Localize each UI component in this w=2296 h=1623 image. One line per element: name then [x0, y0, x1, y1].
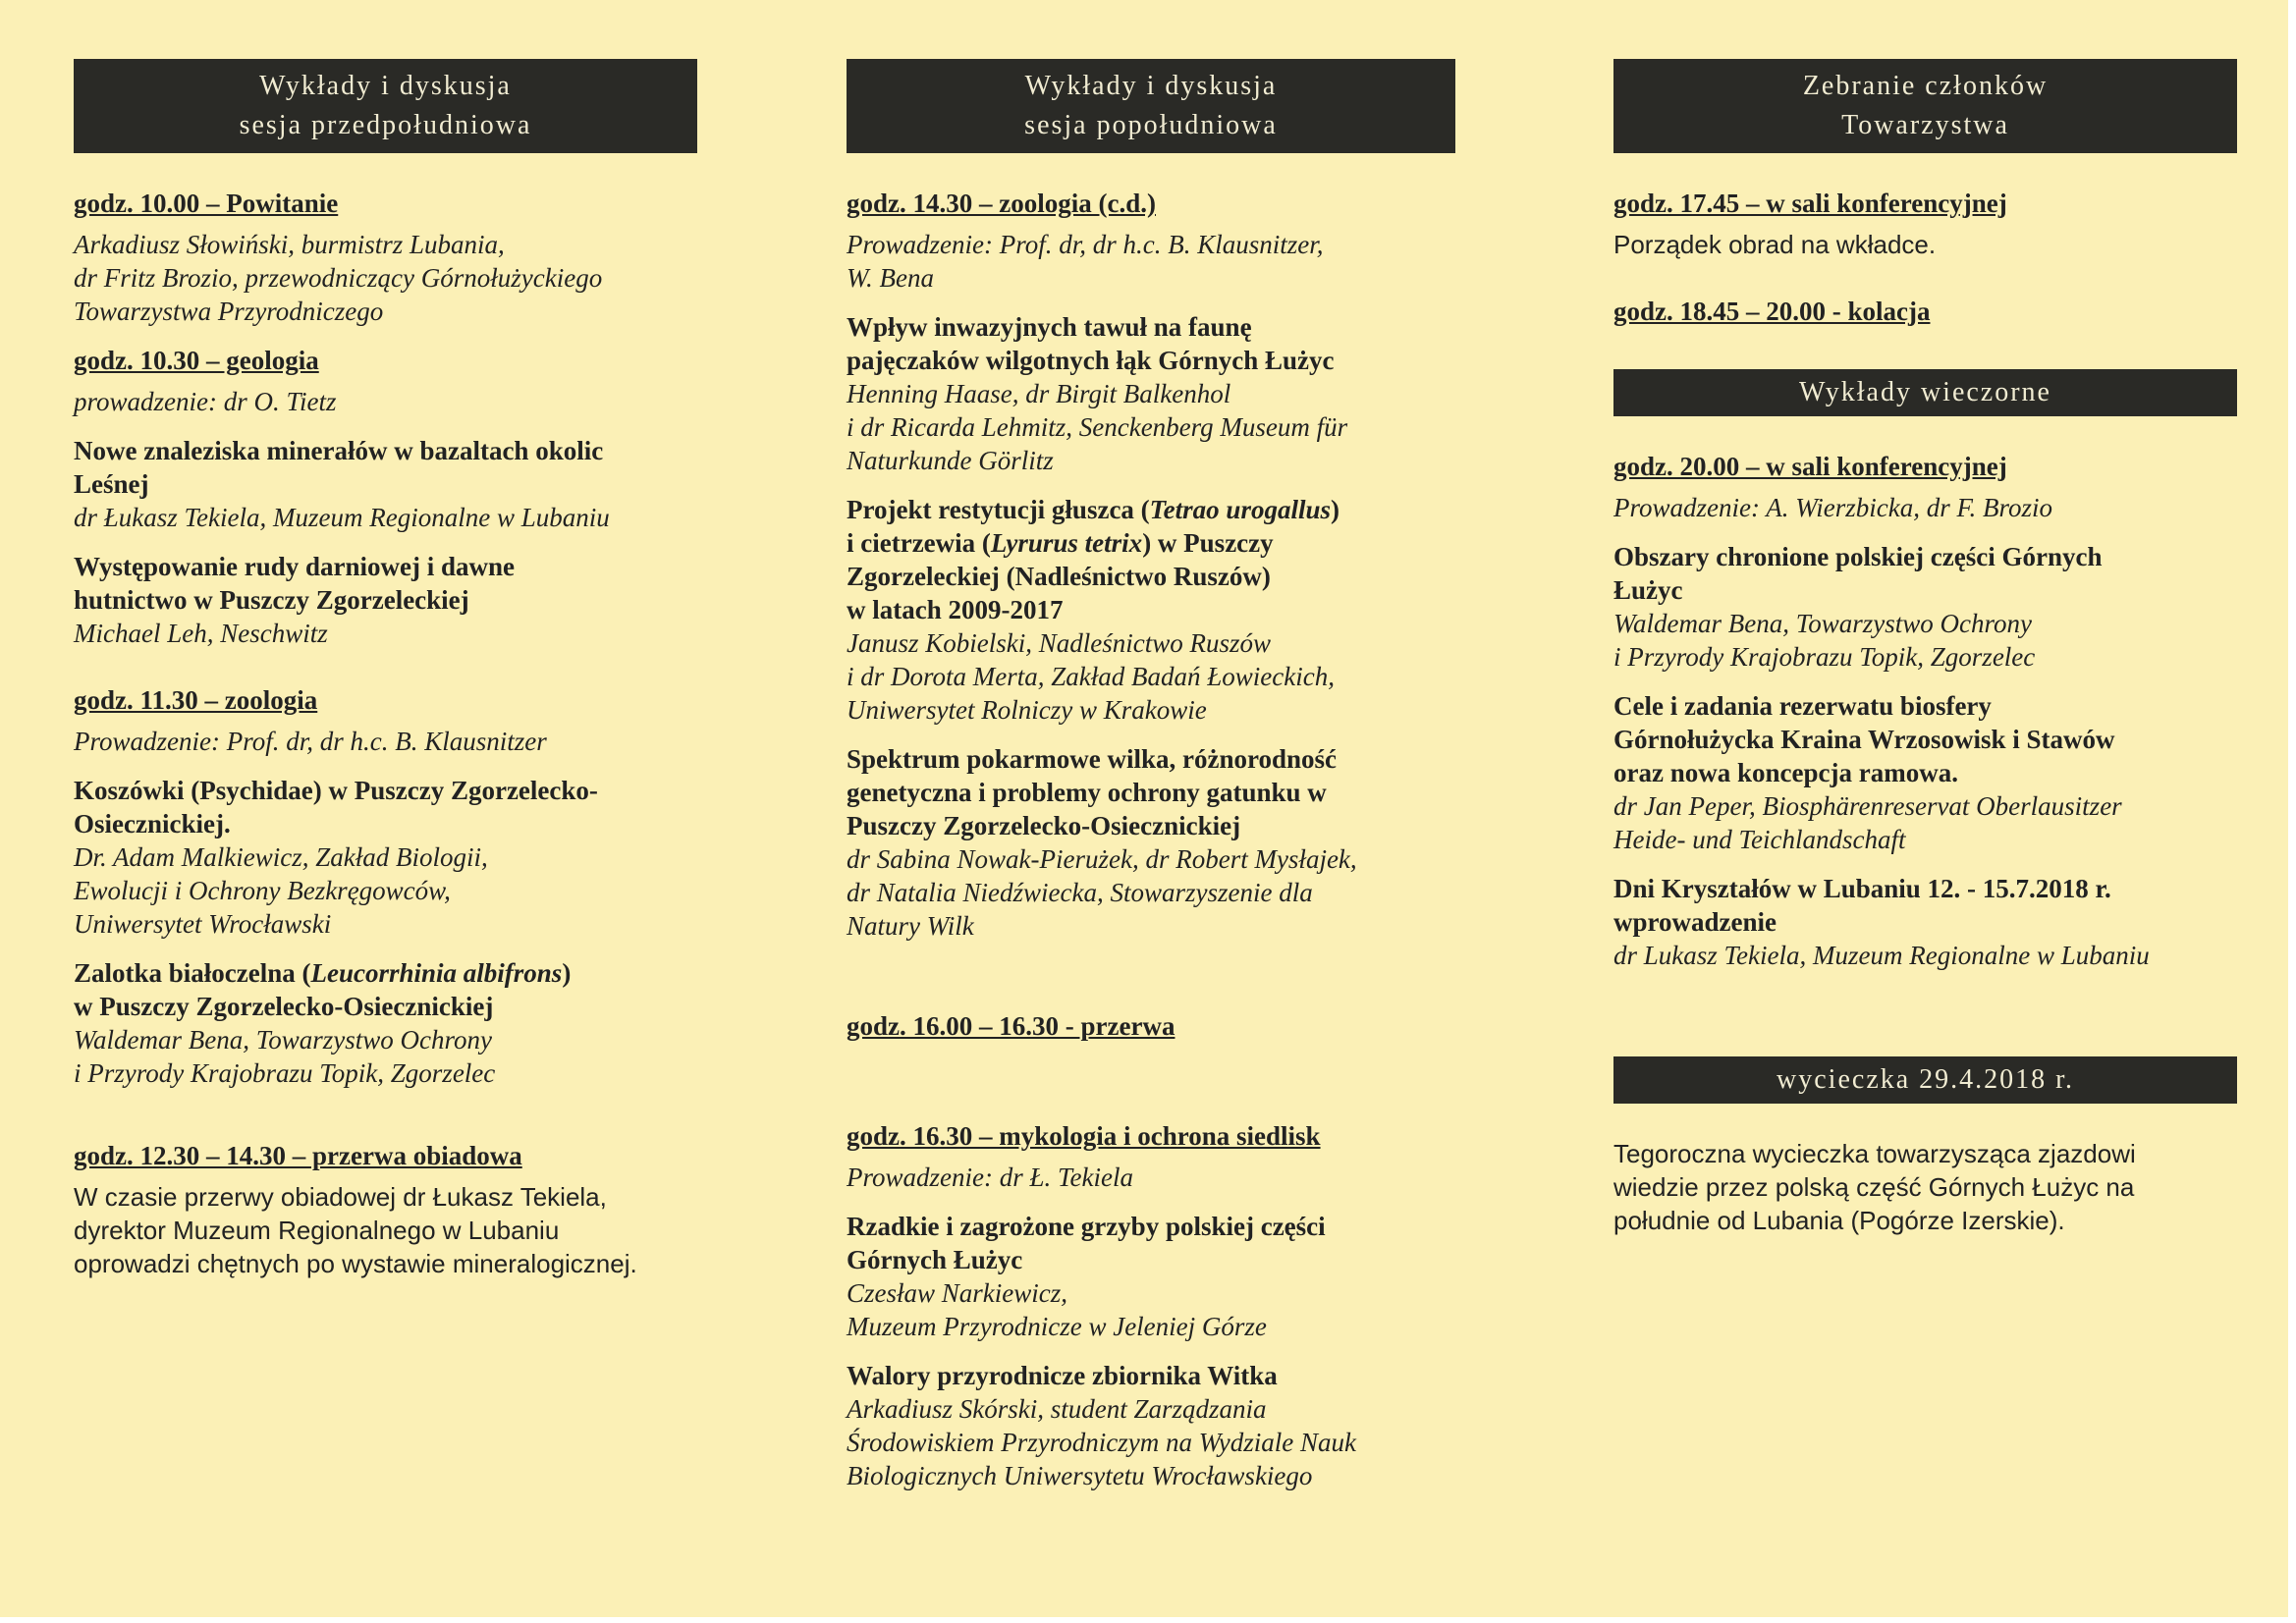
paper-edge-bottom: [0, 1617, 2296, 1623]
members-meeting-header: [1613, 59, 2237, 153]
evening-lectures-header: Wykłady wieczorne: [1613, 369, 2237, 416]
text-line: i dr Dorota Merta, Zakład Badań Łowieckich,: [847, 662, 1335, 691]
chair-line: Prowadzenie: dr Ł. Tekiela: [847, 1163, 1133, 1192]
morning-session-header: [74, 59, 697, 153]
text-line: pajęczaków wilgotnych łąk Górnych Łużyc: [847, 346, 1335, 375]
text-line: Heide- und Teichlandschaft: [1613, 825, 1906, 854]
text-part: Projekt restytucji głuszca (: [847, 495, 1150, 524]
text-part: Zalotka białoczelna (: [74, 958, 311, 988]
text-line: [74, 956, 697, 990]
species-name: Lyrurus tetrix: [990, 528, 1143, 558]
talk-author: [847, 626, 1475, 727]
header-line: sesja popołudniowa: [1024, 110, 1278, 140]
talk-title: [74, 956, 697, 1023]
header-line: Towarzystwa: [1841, 110, 2009, 140]
text-line: Prowadzenie: Prof. dr, dr h.c. B. Klausnitzer,: [847, 230, 1324, 259]
text-line: Puszczy Zgorzelecko-Osiecznickiej: [847, 811, 1241, 840]
text-line: dr Fritz Brozio, przewodniczący Górnołużyckiego: [74, 263, 603, 293]
text-line: Arkadiusz Słowiński, burmistrz Lubania,: [74, 230, 505, 259]
time-slot-heading: godz. 16.00 – 16.30 - przerwa: [847, 1011, 1175, 1041]
time-slot-heading: godz. 20.00 – w sali konferencyjnej: [1613, 452, 2007, 481]
time-slot-heading: godz. 18.45 – 20.00 - kolacja: [1613, 297, 1931, 326]
chair-line: [847, 228, 1475, 295]
time-slot-heading: godz. 17.45 – w sali konferencyjnej: [1613, 189, 2007, 218]
talk-title: [847, 742, 1475, 842]
welcome-speakers: [74, 228, 697, 328]
text-line: Waldemar Bena, Towarzystwo Ochrony: [74, 1025, 493, 1055]
text-line: i Przyrody Krajobrazu Topik, Zgorzelec: [1613, 642, 2036, 672]
talk-author: [1613, 607, 2237, 674]
header-line: Wykłady i dyskusja: [259, 71, 512, 101]
time-slot-heading: godz. 16.30 – mykologia i ochrona siedlisk: [847, 1121, 1321, 1151]
talk-item: [847, 310, 1475, 477]
time-slot-heading: godz. 12.30 – 14.30 – przerwa obiadowa: [74, 1141, 522, 1170]
text-line: Górnołużycka Kraina Wrzosowisk i Stawów: [1613, 725, 2115, 754]
text-line: Natury Wilk: [847, 911, 974, 941]
text-line: genetyczna i problemy ochrony gatunku w: [847, 778, 1327, 807]
talk-author: [847, 1276, 1475, 1343]
text-line: oprowadzi chętnych po wystawie mineralogicznej.: [74, 1249, 637, 1278]
text-line: Rzadkie i zagrożone grzyby polskiej części: [847, 1212, 1326, 1241]
talk-item: [847, 1210, 1475, 1343]
text-line: dr Natalia Niedźwiecka, Stowarzyszenie dla: [847, 878, 1313, 907]
talk-title: [74, 774, 697, 840]
talk-item: [74, 550, 697, 650]
talk-title: [847, 1210, 1475, 1276]
header-line: sesja przedpołudniowa: [239, 110, 532, 140]
talk-author: [847, 842, 1475, 943]
text-line: w latach 2009-2017: [847, 595, 1064, 624]
talk-title: [74, 550, 697, 617]
talk-title: [1613, 540, 2237, 607]
talk-title: [847, 310, 1475, 377]
text-line: Występowanie rudy darniowej i dawne: [74, 552, 516, 581]
talk-item: [847, 742, 1475, 943]
talk-author: dr Lukasz Tekiela, Muzeum Regionalne w Lubaniu: [1613, 941, 2150, 970]
time-slot-heading: godz. 10.30 – geologia: [74, 346, 319, 375]
text-line: Henning Haase, dr Birgit Balkenhol: [847, 379, 1231, 408]
text-line: Leśnej: [74, 469, 149, 499]
text-part: ): [562, 958, 572, 988]
text-line: Obszary chronione polskiej części Górnych: [1613, 542, 2103, 571]
text-line: w Puszczy Zgorzelecko-Osiecznickiej: [74, 992, 494, 1021]
text-line: dr Sabina Nowak-Pierużek, dr Robert Mysłajek,: [847, 844, 1357, 874]
text-line: dr Jan Peper, Biosphärenreservat Oberlausitzer: [1613, 791, 2122, 821]
text-line: Spektrum pokarmowe wilka, różnorodność: [847, 744, 1338, 774]
talk-author: Michael Leh, Neschwitz: [74, 619, 328, 648]
text-line: [847, 493, 1475, 526]
excursion-header: wycieczka 29.4.2018 r.: [1613, 1056, 2237, 1104]
agenda-note: Porządek obrad na wkładce.: [1613, 230, 1937, 259]
text-line: Biologicznych Uniwersytetu Wrocławskiego: [847, 1461, 1313, 1490]
text-line: Janusz Kobielski, Nadleśnictwo Ruszów: [847, 628, 1271, 658]
text-line: Ewolucji i Ochrony Bezkręgowców,: [74, 876, 451, 905]
text-line: Łużyc: [1613, 575, 1683, 605]
text-line: Cele i zadania rezerwatu biosfery: [1613, 691, 1992, 721]
time-slot-heading: godz. 10.00 – Powitanie: [74, 189, 339, 218]
talk-author: [847, 377, 1475, 477]
header-line: Wykłady i dyskusja: [1024, 71, 1278, 101]
paper-edge-right: [2288, 0, 2296, 1623]
text-line: Środowiskiem Przyrodniczym na Wydziale Nauk: [847, 1428, 1356, 1457]
text-line: Zgorzeleckiej (Nadleśnictwo Ruszów): [847, 562, 1271, 591]
talk-title: [1613, 872, 2237, 939]
header-line: Zebranie członków: [1802, 71, 2049, 101]
text-line: Nowe znaleziska minerałów w bazaltach okolic: [74, 436, 604, 465]
text-line: oraz nowa koncepcja ramowa.: [1613, 758, 1958, 787]
text-line: wprowadzenie: [1613, 907, 1777, 937]
text-line: Koszówki (Psychidae) w Puszczy Zgorzelecko-: [74, 776, 598, 805]
talk-author: [74, 840, 697, 941]
text-line: Osiecznickiej.: [74, 809, 231, 839]
column-morning-session: [74, 59, 697, 1280]
talk-item: [1613, 689, 2237, 856]
text-part: i cietrzewia (: [847, 528, 991, 558]
afternoon-session-header: [847, 59, 1455, 153]
column-members-meeting: [1613, 59, 2237, 1237]
talk-title: Walory przyrodnicze zbiornika Witka: [847, 1361, 1278, 1390]
text-line: wiedzie przez polską część Górnych Łużyc na: [1613, 1172, 2135, 1202]
text-line: [847, 526, 1475, 560]
chair-line: prowadzenie: dr O. Tietz: [74, 387, 337, 416]
text-line: Dr. Adam Malkiewicz, Zakład Biologii,: [74, 842, 488, 872]
talk-author: [1613, 789, 2237, 856]
text-line: i dr Ricarda Lehmitz, Senckenberg Museum für: [847, 412, 1348, 442]
excursion-description: [1613, 1137, 2237, 1237]
text-part: ): [1330, 495, 1339, 524]
text-line: Uniwersytet Rolniczy w Krakowie: [847, 695, 1207, 725]
chair-line: Prowadzenie: Prof. dr, dr h.c. B. Klausnitzer: [74, 727, 547, 756]
talk-author: dr Łukasz Tekiela, Muzeum Regionalne w Lubaniu: [74, 503, 610, 532]
talk-item: [1613, 872, 2237, 972]
species-name: Tetrao urogallus: [1149, 495, 1331, 524]
text-part: ) w Puszczy: [1142, 528, 1274, 558]
talk-title: [847, 493, 1475, 626]
time-slot-heading: godz. 14.30 – zoologia (c.d.): [847, 189, 1156, 218]
talk-author: [847, 1392, 1475, 1492]
talk-item: [1613, 540, 2237, 674]
species-name: Leucorrhinia albifrons: [310, 958, 563, 988]
text-line: Arkadiusz Skórski, student Zarządzania: [847, 1394, 1267, 1424]
lunch-break-note: [74, 1180, 697, 1280]
text-line: Górnych Łużyc: [847, 1245, 1023, 1274]
text-line: W. Bena: [847, 263, 934, 293]
text-line: Dni Kryształów w Lubaniu 12. - 15.7.2018 r.: [1613, 874, 2111, 903]
text-line: Naturkunde Görlitz: [847, 446, 1054, 475]
text-line: hutnictwo w Puszczy Zgorzeleckiej: [74, 585, 469, 615]
text-line: Muzeum Przyrodnicze w Jeleniej Górze: [847, 1312, 1267, 1341]
text-line: dyrektor Muzeum Regionalnego w Lubaniu: [74, 1216, 560, 1245]
text-line: Towarzystwa Przyrodniczego: [74, 297, 384, 326]
talk-item: [74, 434, 697, 534]
text-line: Czesław Narkiewicz,: [847, 1278, 1068, 1308]
text-line: południe od Lubania (Pogórze Izerskie).: [1613, 1206, 2065, 1235]
chair-line: Prowadzenie: A. Wierzbicka, dr F. Brozio: [1613, 493, 2052, 522]
talk-item: [847, 493, 1475, 727]
text-line: Waldemar Bena, Towarzystwo Ochrony: [1613, 609, 2033, 638]
talk-title: [1613, 689, 2237, 789]
text-line: Tegoroczna wycieczka towarzysząca zjazdowi: [1613, 1139, 2136, 1168]
text-line: Wpływ inwazyjnych tawuł na faunę: [847, 312, 1252, 342]
text-line: i Przyrody Krajobrazu Topik, Zgorzelec: [74, 1058, 496, 1088]
talk-item: [847, 1359, 1475, 1492]
talk-title: [74, 434, 697, 501]
time-slot-heading: godz. 11.30 – zoologia: [74, 685, 318, 715]
column-afternoon-session: [847, 59, 1475, 1508]
text-line: W czasie przerwy obiadowej dr Łukasz Tekiela,: [74, 1182, 607, 1212]
text-line: Uniwersytet Wrocławski: [74, 909, 332, 939]
talk-author: [74, 1023, 697, 1090]
talk-item: [74, 774, 697, 941]
talk-item: [74, 956, 697, 1090]
